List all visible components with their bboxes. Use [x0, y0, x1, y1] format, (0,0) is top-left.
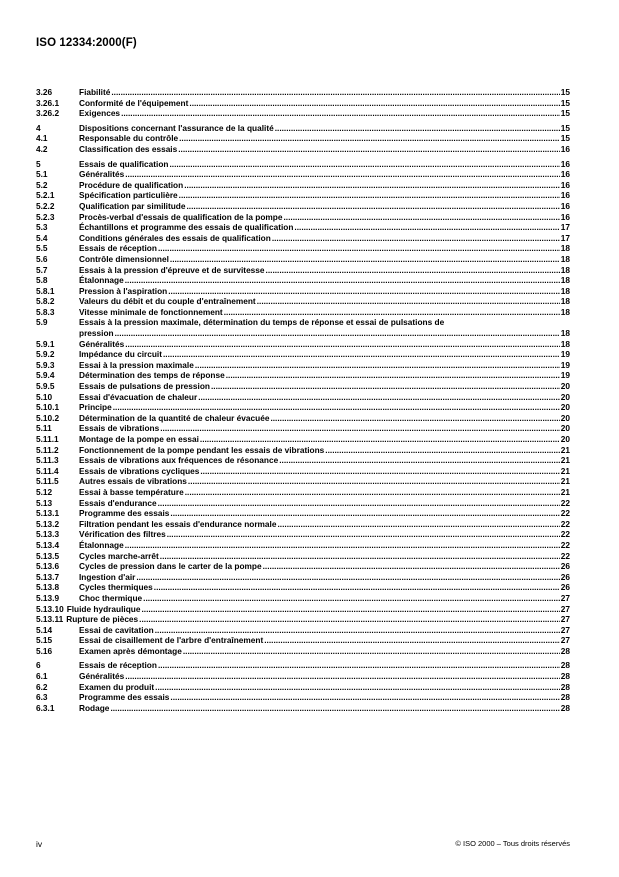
toc-entry-page: 15	[560, 97, 570, 108]
dot-leader	[279, 455, 560, 466]
toc-entry-title: Examen après démontage	[79, 645, 182, 656]
toc-entry-title: Essais de vibrations cycliques	[79, 465, 200, 476]
toc-entry-number: 5.13.8	[36, 582, 60, 593]
toc-entry[interactable]	[36, 144, 570, 155]
toc-entry[interactable]	[36, 296, 570, 307]
toc-entry[interactable]	[36, 604, 570, 615]
toc-entry[interactable]	[36, 561, 570, 572]
toc-entry[interactable]	[36, 660, 570, 671]
toc-entry[interactable]	[36, 682, 570, 693]
dot-leader	[263, 561, 560, 572]
toc-entry-page: 22	[560, 529, 570, 540]
toc-entry[interactable]	[36, 254, 570, 265]
toc-entry-page: 16	[560, 143, 570, 154]
toc-entry-title: Essais de pulsations de pression	[79, 381, 210, 392]
toc-entry[interactable]	[36, 190, 570, 201]
toc-entry[interactable]	[36, 551, 570, 562]
toc-entry-title: Programme des essais	[79, 508, 170, 519]
toc-entry-page: 18	[560, 285, 570, 296]
toc-entry-number: 5.12	[36, 486, 53, 497]
toc-entry-page: 16	[560, 169, 570, 180]
toc-entry-title: Essai à basse température	[79, 486, 184, 497]
dot-leader	[160, 423, 560, 434]
toc-entry-page: 21	[560, 465, 570, 476]
dot-leader	[226, 370, 560, 381]
toc-entry-number: 4.2	[36, 143, 48, 154]
toc-entry-page: 28	[560, 681, 570, 692]
toc-entry-number: 5.4	[36, 232, 48, 243]
dot-leader	[155, 625, 560, 636]
toc-entry[interactable]	[36, 593, 570, 604]
toc-entry-number: 5.11.1	[36, 434, 59, 444]
toc-entry[interactable]	[36, 108, 570, 119]
toc-entry[interactable]	[36, 275, 570, 286]
toc-entry-number: 5.2.2	[36, 200, 55, 211]
dot-leader	[143, 593, 560, 604]
toc-entry-page: 27	[560, 624, 570, 635]
toc-entry-page: 18	[560, 243, 570, 254]
toc-entry-page: 19	[560, 359, 570, 370]
toc-entry-page: 28	[560, 702, 570, 713]
toc-entry[interactable]	[36, 212, 570, 223]
toc-entry-title: Conformité de l'équipement	[79, 97, 189, 108]
toc-entry-page: 18	[560, 275, 570, 286]
dot-leader	[113, 402, 560, 413]
dot-leader	[179, 133, 560, 144]
toc-entry-number: 5.10.1	[36, 402, 60, 413]
toc-entry-number: 5.9.3	[36, 359, 55, 370]
dot-leader	[187, 201, 560, 212]
dot-leader	[121, 108, 560, 119]
table-of-contents	[36, 87, 570, 713]
toc-entry-page: 17	[560, 222, 570, 233]
toc-entry-number: 5.13.10	[36, 603, 64, 614]
toc-entry[interactable]	[36, 159, 570, 170]
toc-entry-title: Essais de réception	[79, 660, 157, 671]
dot-leader	[272, 233, 560, 244]
dot-leader	[179, 190, 560, 201]
dot-leader	[158, 243, 560, 254]
dot-leader	[158, 660, 560, 671]
toc-entry-number: 5.9.4	[36, 370, 55, 381]
toc-entry-title: Rodage	[79, 702, 110, 713]
toc-entry-page: 26	[560, 571, 570, 582]
toc-entry-number: 5.6	[36, 253, 48, 264]
toc-entry-title: Échantillons et programme des essais de qualification	[79, 222, 294, 233]
toc-entry-page: 26	[560, 561, 570, 572]
toc-entry-number: 5.9.5	[36, 381, 55, 392]
toc-entry-title: Valeurs du débit et du couple d'entraînement	[79, 296, 256, 307]
toc-entry[interactable]	[36, 582, 570, 593]
toc-entry-title: Cycles de pression dans le carter de la pompe	[79, 561, 262, 572]
toc-entry-title: Exigences	[79, 108, 121, 119]
toc-entry-title: Programme des essais	[79, 692, 170, 703]
toc-entry-page: 22	[560, 508, 570, 519]
toc-entry-page: 18	[560, 264, 570, 275]
toc-entry-number: 5.11	[36, 423, 52, 434]
toc-entry[interactable]	[36, 703, 570, 714]
toc-entry-page: 27	[560, 614, 570, 625]
toc-entry[interactable]	[36, 692, 570, 703]
toc-entry-number: 5.10	[36, 391, 53, 402]
toc-entry[interactable]	[36, 233, 570, 244]
toc-entry[interactable]	[36, 476, 570, 487]
toc-entry-title: Étalonnage	[79, 275, 124, 286]
toc-entry-title: Choc thermique	[79, 592, 143, 603]
toc-entry-title: Procès-verbal d'essais de qualification de la pompe	[79, 211, 283, 222]
toc-entry[interactable]	[36, 339, 570, 350]
toc-entry-page: 16	[560, 158, 570, 169]
dot-leader	[275, 123, 560, 134]
toc-entry-title: Essai de cisaillement de l'arbre d'entraînement	[79, 635, 264, 646]
toc-entry-number: 3.26.1	[36, 97, 60, 108]
toc-entry-title: Cycles thermiques	[79, 582, 153, 593]
toc-entry[interactable]	[36, 413, 570, 424]
toc-entry-title: Fluide hydraulique	[66, 603, 141, 614]
dot-leader	[200, 466, 559, 477]
dot-leader	[170, 508, 559, 519]
toc-entry-page: 20	[560, 391, 570, 402]
toc-entry-title: Filtration pendant les essais d'endurance normale	[79, 518, 277, 529]
toc-entry-page: 18	[560, 296, 570, 307]
toc-entry-page: 28	[560, 692, 570, 703]
dot-leader	[170, 692, 559, 703]
dot-leader	[198, 392, 560, 403]
dot-leader	[125, 540, 560, 551]
toc-entry-page: 18	[560, 253, 570, 264]
dot-leader	[167, 529, 560, 540]
toc-entry-title: Responsable du contrôle	[79, 133, 179, 144]
dot-leader	[264, 635, 560, 646]
toc-entry-title: Essais de vibrations aux fréquences de résonance	[79, 455, 279, 466]
toc-entry[interactable]	[36, 423, 570, 434]
toc-entry-number: 5.9.2	[36, 349, 55, 360]
toc-entry-page: 28	[560, 645, 570, 656]
toc-entry-number: 6.2	[36, 681, 48, 692]
dot-leader	[294, 222, 559, 233]
toc-entry-page: 27	[560, 592, 570, 603]
dot-leader	[154, 582, 560, 593]
toc-entry[interactable]	[36, 671, 570, 682]
dot-leader	[277, 519, 559, 530]
toc-entry-page: 15	[560, 122, 570, 133]
toc-entry[interactable]	[36, 529, 570, 540]
toc-entry-page: 28	[560, 671, 570, 682]
toc-entry-title: Rupture de pièces	[66, 614, 139, 625]
toc-entry-title-continued: pression	[79, 328, 114, 339]
toc-entry[interactable]	[36, 222, 570, 233]
toc-entry[interactable]	[36, 519, 570, 530]
toc-entry-number: 3.26	[36, 87, 53, 97]
toc-entry-title: Généralités	[79, 671, 125, 682]
toc-entry-page: 20	[560, 423, 570, 434]
dot-leader	[125, 169, 560, 180]
toc-entry-number: 5.14	[36, 624, 53, 635]
toc-entry-number: 5.13.4	[36, 539, 60, 550]
toc-entry-page: 18	[560, 328, 570, 339]
toc-entry[interactable]	[36, 381, 570, 392]
toc-entry-number: 4.1	[36, 133, 48, 144]
toc-entry-number: 5.11.3	[36, 455, 59, 466]
toc-entry-page: 16	[560, 211, 570, 222]
toc-entry-number: 6.3.1	[36, 702, 55, 713]
toc-entry[interactable]	[36, 466, 570, 477]
toc-entry-number: 5.7	[36, 264, 48, 275]
toc-entry[interactable]	[36, 123, 570, 134]
dot-leader	[155, 682, 560, 693]
toc-entry-title: Ingestion d'air	[79, 571, 136, 582]
toc-entry-number: 5.3	[36, 222, 48, 233]
toc-entry-title: Essai d'évacuation de chaleur	[79, 391, 198, 402]
toc-entry[interactable]	[36, 349, 570, 360]
toc-entry-page: 21	[560, 444, 570, 455]
toc-entry-number: 5.13.5	[36, 550, 60, 561]
toc-entry[interactable]	[36, 360, 570, 371]
document-id: ISO 12334:2000(F)	[36, 37, 137, 49]
dot-leader	[125, 275, 560, 286]
toc-entry-number: 5.9.1	[36, 338, 55, 349]
dot-leader	[270, 413, 559, 424]
toc-entry-page: 22	[560, 497, 570, 508]
toc-entry-number: 5.13.11	[36, 614, 64, 625]
toc-entry-page: 15	[560, 133, 570, 144]
toc-entry-number: 5.13.6	[36, 561, 60, 572]
toc-entry-page: 22	[560, 550, 570, 561]
toc-entry-number: 5.9	[36, 317, 48, 328]
copyright-notice: © ISO 2000 – Tous droits réservés	[455, 839, 570, 848]
toc-entry-page: 21	[560, 455, 570, 466]
toc-entry-page: 22	[560, 518, 570, 529]
toc-entry-title: Dispositions concernant l'assurance de la qualité	[79, 122, 274, 133]
toc-entry-number: 5.8.3	[36, 306, 55, 317]
dot-leader	[283, 212, 559, 223]
toc-entry-title: Essais de qualification	[79, 158, 169, 169]
toc-entry-page: 27	[560, 603, 570, 614]
toc-entry[interactable]	[36, 625, 570, 636]
toc-entry-title: Détermination de la quantité de chaleur évacuée	[79, 412, 270, 423]
toc-entry-page: 21	[560, 486, 570, 497]
toc-entry-title: Autres essais de vibrations	[79, 476, 187, 487]
toc-entry-title: Vitesse minimale de fonctionnement	[79, 306, 223, 317]
toc-entry-title: Classification des essais	[79, 143, 178, 154]
toc-entry-title: Impédance du circuit	[79, 349, 162, 360]
toc-entry-title: Fonctionnement de la pompe pendant les essais de vibrations	[79, 444, 325, 455]
toc-entry-number: 6.3	[36, 692, 48, 703]
toc-entry-page: 15	[560, 87, 570, 97]
toc-entry[interactable]	[36, 201, 570, 212]
page-number: iv	[36, 839, 43, 849]
dot-leader	[125, 339, 560, 350]
dot-leader	[169, 159, 559, 170]
toc-entry-title: Spécification particulière	[79, 190, 178, 201]
toc-entry-number: 5.8.2	[36, 296, 55, 307]
dot-leader	[111, 87, 559, 98]
dot-leader	[266, 265, 560, 276]
toc-entry-number: 4	[36, 122, 41, 133]
dot-leader	[188, 476, 560, 487]
toc-entry[interactable]	[36, 370, 570, 381]
dot-leader	[139, 614, 560, 625]
dot-leader	[184, 180, 560, 191]
toc-entry-number: 5.8.1	[36, 285, 55, 296]
toc-entry-title: Essais de réception	[79, 243, 157, 254]
toc-entry-number: 5.13.9	[36, 592, 60, 603]
toc-entry[interactable]	[36, 286, 570, 297]
toc-entry-number: 5.13.7	[36, 571, 60, 582]
toc-entry[interactable]	[36, 434, 570, 445]
toc-entry-number: 5.2	[36, 179, 48, 190]
toc-entry-number: 6.1	[36, 671, 48, 682]
dot-leader	[160, 551, 560, 562]
dot-leader	[325, 445, 559, 456]
toc-entry-number: 5.11.2	[36, 444, 59, 455]
toc-entry[interactable]	[36, 98, 570, 109]
toc-entry[interactable]	[36, 498, 570, 509]
toc-entry[interactable]	[36, 307, 570, 318]
toc-entry-number: 5.8	[36, 275, 48, 286]
toc-entry[interactable]	[36, 180, 570, 191]
toc-entry-number: 5.13	[36, 497, 53, 508]
toc-entry[interactable]	[36, 87, 570, 98]
toc-entry-number: 6	[36, 660, 41, 671]
dot-leader	[200, 434, 560, 445]
toc-entry-title: Essais de vibrations	[79, 423, 160, 434]
toc-entry-number: 5	[36, 158, 41, 169]
toc-entry-page: 20	[560, 381, 570, 392]
toc-entry-number: 3.26.2	[36, 108, 60, 119]
toc-entry-title: Fiabilité	[79, 87, 111, 97]
toc-entry[interactable]	[36, 455, 570, 466]
dot-leader	[183, 646, 560, 657]
toc-entry[interactable]	[36, 487, 570, 498]
toc-entry-title: Procédure de qualification	[79, 179, 184, 190]
toc-entry[interactable]	[36, 572, 570, 583]
toc-entry-page: 22	[560, 539, 570, 550]
toc-entry[interactable]	[36, 317, 570, 328]
toc-entry-title: Pression à l'aspiration	[79, 285, 168, 296]
toc-entry-number: 5.2.1	[36, 190, 55, 201]
dot-leader	[125, 671, 560, 682]
toc-entry-number: 5.11.4	[36, 465, 59, 476]
toc-entry[interactable]	[36, 402, 570, 413]
toc-entry-number: 5.15	[36, 635, 53, 646]
dot-leader	[195, 360, 560, 371]
toc-entry-number: 5.16	[36, 645, 53, 656]
toc-entry-title: Cycles marche-arrêt	[79, 550, 159, 561]
dot-leader	[257, 296, 560, 307]
dot-leader	[110, 703, 559, 714]
toc-entry[interactable]	[36, 265, 570, 276]
toc-entry-page: 20	[560, 434, 570, 444]
dot-leader	[141, 604, 559, 615]
toc-entry-page: 18	[560, 338, 570, 349]
toc-entry-page: 16	[560, 200, 570, 211]
toc-entry[interactable]	[36, 614, 570, 625]
dot-leader	[158, 498, 560, 509]
toc-entry-title: Contrôle dimensionnel	[79, 253, 169, 264]
dot-leader	[224, 307, 560, 318]
toc-entry-page: 20	[560, 412, 570, 423]
dot-leader	[163, 349, 560, 360]
dot-leader	[211, 381, 560, 392]
toc-entry-title: Conditions générales des essais de qualification	[79, 232, 271, 243]
toc-entry-number: 5.13.2	[36, 518, 60, 529]
dot-leader	[136, 572, 559, 583]
toc-entry-page: 19	[560, 349, 570, 360]
dot-leader	[168, 286, 560, 297]
toc-entry-page: 20	[560, 402, 570, 413]
toc-entry-page: 16	[560, 190, 570, 201]
dot-leader	[178, 144, 560, 155]
toc-entry-number: 5.13.3	[36, 529, 60, 540]
toc-entry-number: 5.5	[36, 243, 48, 254]
toc-entry-title: Vérification des filtres	[79, 529, 166, 540]
toc-entry-page: 27	[560, 635, 570, 646]
toc-entry-title: Essais à la pression maximale, détermination du temps de réponse et essai de pulsations de	[79, 317, 445, 328]
toc-entry-title: Qualification par similitude	[79, 200, 186, 211]
toc-entry-title: Essais d'endurance	[79, 497, 157, 508]
toc-entry-number: 5.10.2	[36, 412, 60, 423]
toc-entry[interactable]	[36, 646, 570, 657]
toc-entry-continuation[interactable]	[36, 328, 570, 339]
toc-entry-number: 5.1	[36, 169, 48, 180]
toc-entry-title: Généralités	[79, 338, 125, 349]
toc-entry-title: Essai de cavitation	[79, 624, 154, 635]
toc-entry-title: Détermination des temps de réponse	[79, 370, 225, 381]
toc-entry[interactable]	[36, 540, 570, 551]
toc-entry-number: 5.11.5	[36, 476, 59, 487]
toc-entry-page: 18	[560, 306, 570, 317]
toc-entry-page: 16	[560, 179, 570, 190]
toc-entry-title: Essais à la pression d'épreuve et de survitesse	[79, 264, 265, 275]
toc-entry[interactable]	[36, 392, 570, 403]
toc-entry-title: Examen du produit	[79, 681, 155, 692]
toc-entry-title: Essai à la pression maximale	[79, 359, 194, 370]
toc-entry-title: Étalonnage	[79, 539, 124, 550]
toc-entry-title: Montage de la pompe en essai	[79, 434, 199, 444]
toc-entry-page: 17	[560, 232, 570, 243]
toc-entry[interactable]	[36, 243, 570, 254]
dot-leader	[189, 98, 559, 109]
toc-entry[interactable]	[36, 508, 570, 519]
toc-entry-number: 5.2.3	[36, 211, 55, 222]
toc-entry-title: Généralités	[79, 169, 125, 180]
dot-leader	[170, 254, 560, 265]
dot-leader	[115, 328, 560, 339]
toc-entry[interactable]	[36, 169, 570, 180]
toc-entry-title: Principe	[79, 402, 112, 413]
toc-entry-page: 21	[560, 476, 570, 487]
dot-leader	[185, 487, 560, 498]
toc-entry-page: 19	[560, 370, 570, 381]
toc-entry-number: 5.13.1	[36, 508, 60, 519]
toc-entry-page: 28	[560, 660, 570, 671]
toc-entry[interactable]	[36, 445, 570, 456]
toc-entry[interactable]	[36, 133, 570, 144]
toc-entry[interactable]	[36, 635, 570, 646]
toc-entry-page: 26	[560, 582, 570, 593]
toc-entry-page: 15	[560, 108, 570, 119]
